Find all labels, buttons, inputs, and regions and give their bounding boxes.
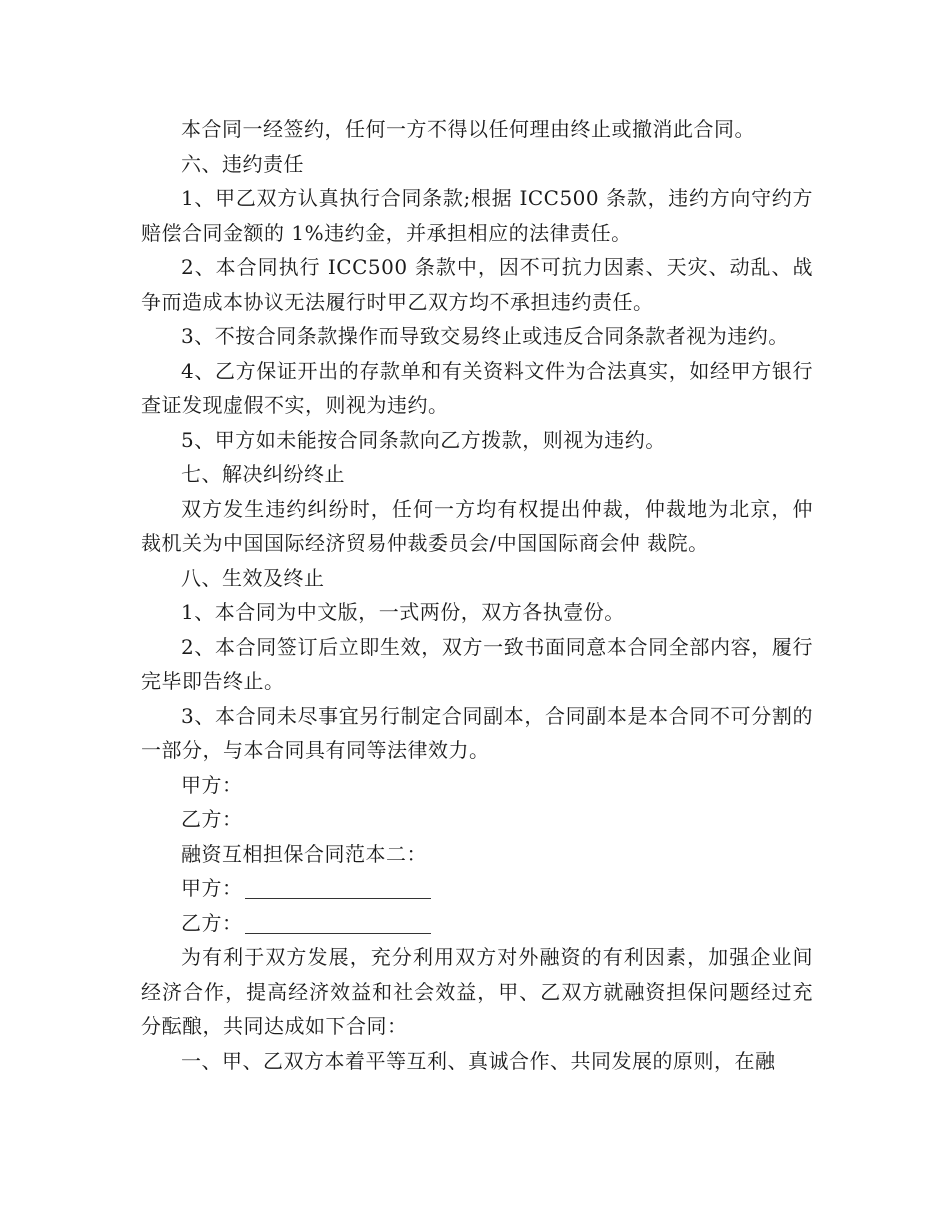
party-b-field	[141, 906, 813, 941]
paragraph: 双方发生违约纠纷时，任何一方均有权提出仲裁，仲裁地为北京，仲裁机关为中国国际经济贸易仲裁委员会/中国国际商会仲 裁院。	[141, 496, 813, 555]
paragraph: 3、不按合同条款操作而导致交易终止或违反合同条款者视为违约。	[181, 324, 789, 348]
paragraph: 1、本合同为中文版，一式两份，双方各执壹份。	[181, 600, 625, 624]
paragraph: 2、本合同执行 ICC500 条款中，因不可抗力因素、天灾、动乱、战争而造成本协议无法履行时甲乙双方均不承担违约责任。	[141, 255, 813, 314]
paragraph: 本合同一经签约，任何一方不得以任何理由终止或撤消此合同。	[181, 117, 755, 141]
party-a-label: 甲方：	[181, 772, 243, 797]
section-heading: 六、违约责任	[181, 151, 304, 176]
section-heading: 七、解决纠纷终止	[181, 462, 345, 486]
party-b-label: 乙方：	[181, 910, 243, 935]
section-heading: 八、生效及终止	[181, 565, 325, 590]
party-a-field	[141, 871, 813, 906]
party-a-blank	[245, 876, 431, 899]
paragraph: 2、本合同签订后立即生效，双方一致书面同意本合同全部内容，履行完毕即告终止。	[141, 634, 813, 693]
party-b-blank	[245, 911, 431, 934]
paragraph: 4、乙方保证开出的存款单和有关资料文件为合法真实，如经甲方银行查证发现虚假不实，则视为违约。	[141, 358, 813, 417]
paragraph: 3、本合同未尽事宜另行制定合同副本，合同副本是本合同不可分割的一部分，与本合同具有同等法律效力。	[141, 703, 813, 762]
paragraph: 1、甲乙双方认真执行合同条款;根据 ICC500 条款，违约方向守约方赔偿合同金额的 1%违约金，并承担相应的法律责任。	[141, 186, 813, 245]
document-page	[141, 112, 813, 1078]
paragraph: 一、甲、乙双方本着平等互利、真诚合作、共同发展的原则，在融	[181, 1048, 776, 1073]
template-title: 融资互相担保合同范本二：	[181, 841, 427, 866]
party-b-label: 乙方：	[181, 807, 243, 831]
party-a-label: 甲方：	[181, 876, 243, 900]
paragraph: 为有利于双方发展，充分利用双方对外融资的有利因素，加强企业间经济合作，提高经济效益和社会效益，甲、乙双方就融资担保问题经过充分酝酿，共同达成如下合同：	[141, 945, 813, 1038]
paragraph: 5、甲方如未能按合同条款向乙方拨款，则视为违约。	[181, 427, 666, 452]
